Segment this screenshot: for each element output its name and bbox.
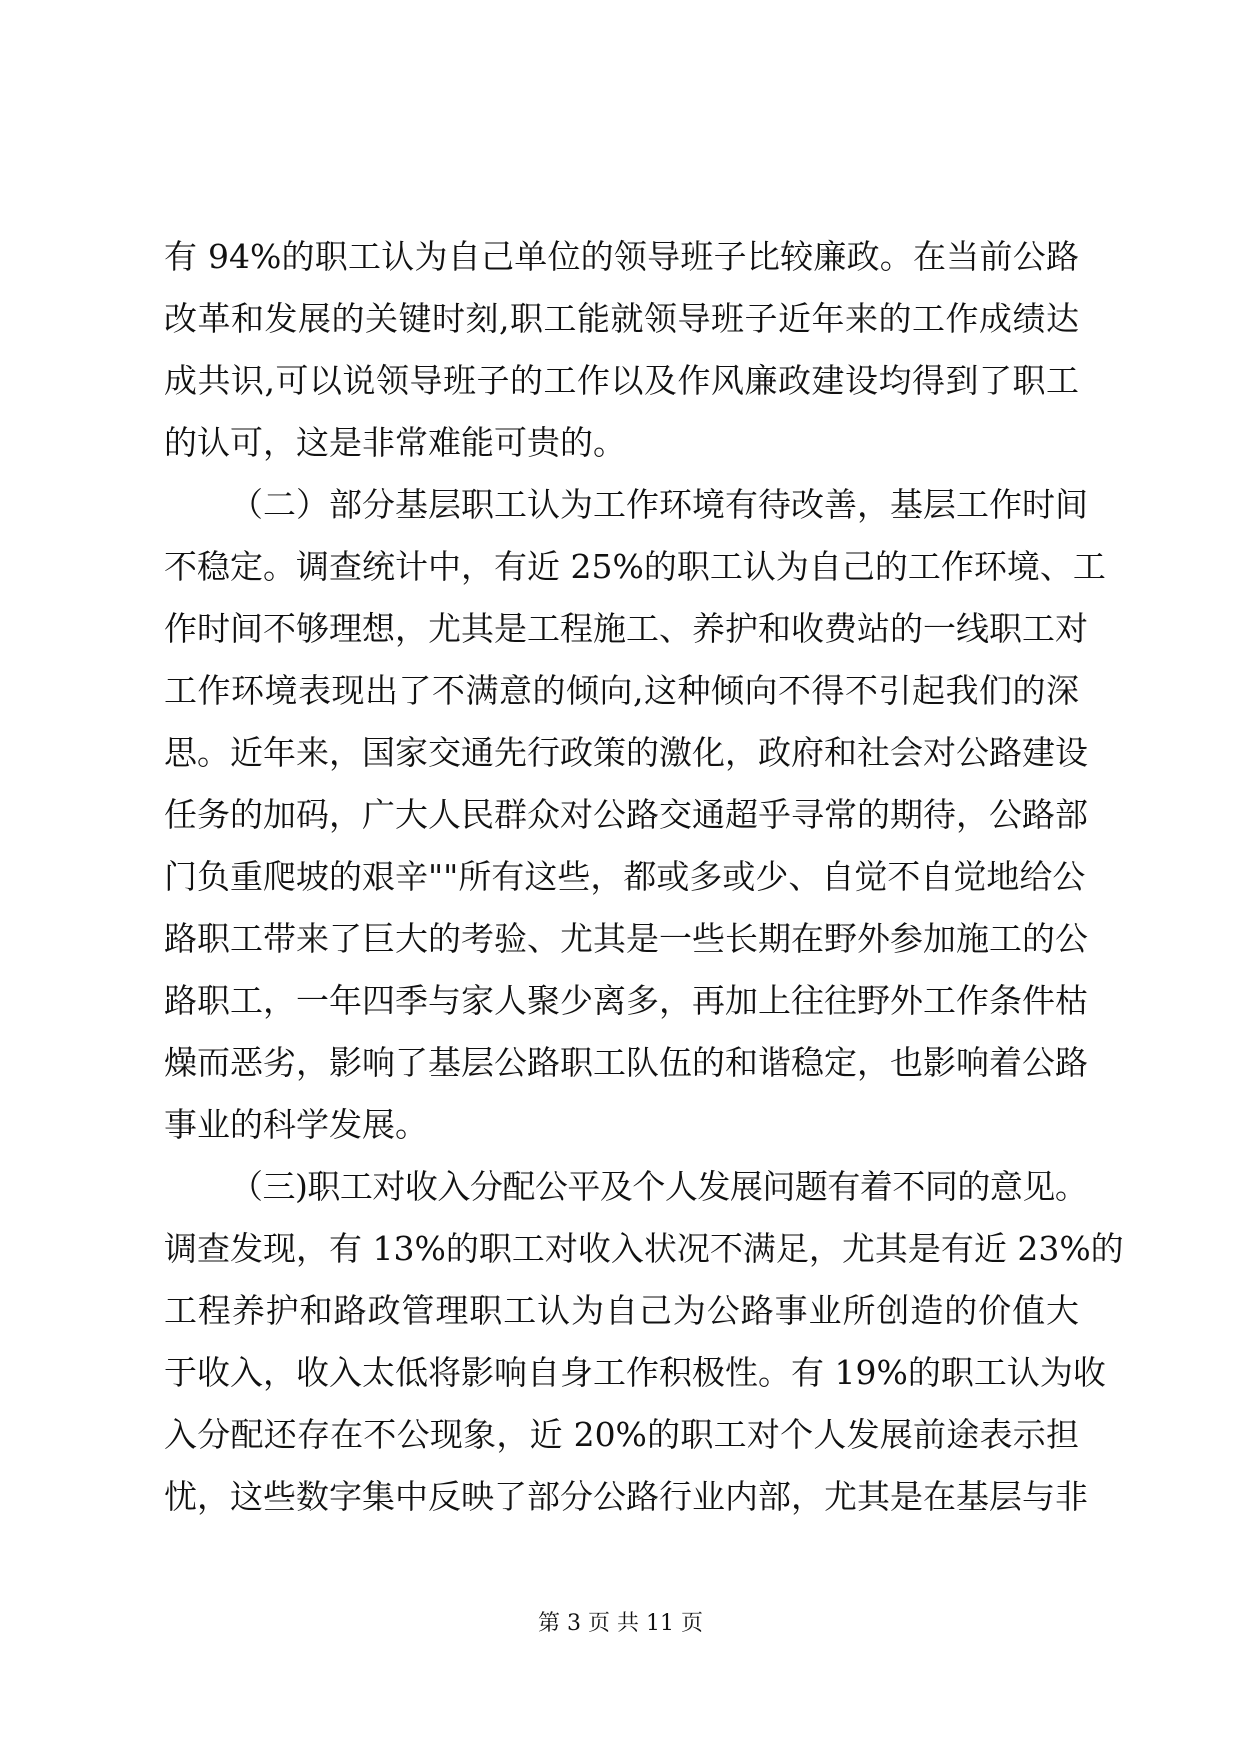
text-line: （二）部分基层职工认为工作环境有待改善，基层工作时间 [230, 485, 1088, 524]
text-line: 成共识,可以说领导班子的工作以及作风廉政建设均得到了职工 [164, 361, 1079, 400]
page-number-footer: 第 3 页 共 11 页 [538, 1611, 703, 1636]
text-line: （三)职工对收入分配公平及个人发展问题有着不同的意见。 [230, 1167, 1088, 1206]
text-line: 任务的加码，广大人民群众对公路交通超乎寻常的期待，公路部 [164, 795, 1088, 834]
text-line: 路职工带来了巨大的考验、尤其是一些长期在野外参加施工的公 [164, 919, 1088, 958]
text-line: 改革和发展的关键时刻,职工能就领导班子近年来的工作成绩达 [164, 299, 1079, 338]
text-line: 入分配还存在不公现象，近 20%的职工对个人发展前途表示担 [164, 1415, 1079, 1454]
text-line: 燥而恶劣，影响了基层公路职工队伍的和谐稳定，也影响着公路 [164, 1043, 1088, 1082]
text-line: 门负重爬坡的艰辛""所有这些，都或多或少、自觉不自觉地给公 [164, 857, 1086, 896]
text-line: 有 94%的职工认为自己单位的领导班子比较廉政。在当前公路 [164, 237, 1079, 276]
text-line: 路职工，一年四季与家人聚少离多，再加上往往野外工作条件枯 [164, 981, 1088, 1020]
text-line: 工程养护和路政管理职工认为自己为公路事业所创造的价值大 [164, 1291, 1079, 1330]
text-line: 忧，这些数字集中反映了部分公路行业内部，尤其是在基层与非 [164, 1477, 1088, 1516]
text-line: 于收入，收入太低将影响自身工作积极性。有 19%的职工认为收 [164, 1353, 1106, 1392]
text-line: 不稳定。调查统计中，有近 25%的职工认为自己的工作环境、工 [164, 547, 1106, 586]
text-line: 思。近年来，国家交通先行政策的激化，政府和社会对公路建设 [164, 733, 1088, 772]
text-line: 事业的科学发展。 [164, 1105, 428, 1144]
text-line: 作时间不够理想，尤其是工程施工、养护和收费站的一线职工对 [164, 609, 1088, 648]
text-line: 的认可，这是非常难能可贵的。 [164, 423, 626, 462]
body-text [164, 226, 1124, 1528]
text-line: 工作环境表现出了不满意的倾向,这种倾向不得不引起我们的深 [164, 671, 1079, 710]
text-line: 调查发现，有 13%的职工对收入状况不满足，尤其是有近 23%的 [164, 1229, 1124, 1268]
